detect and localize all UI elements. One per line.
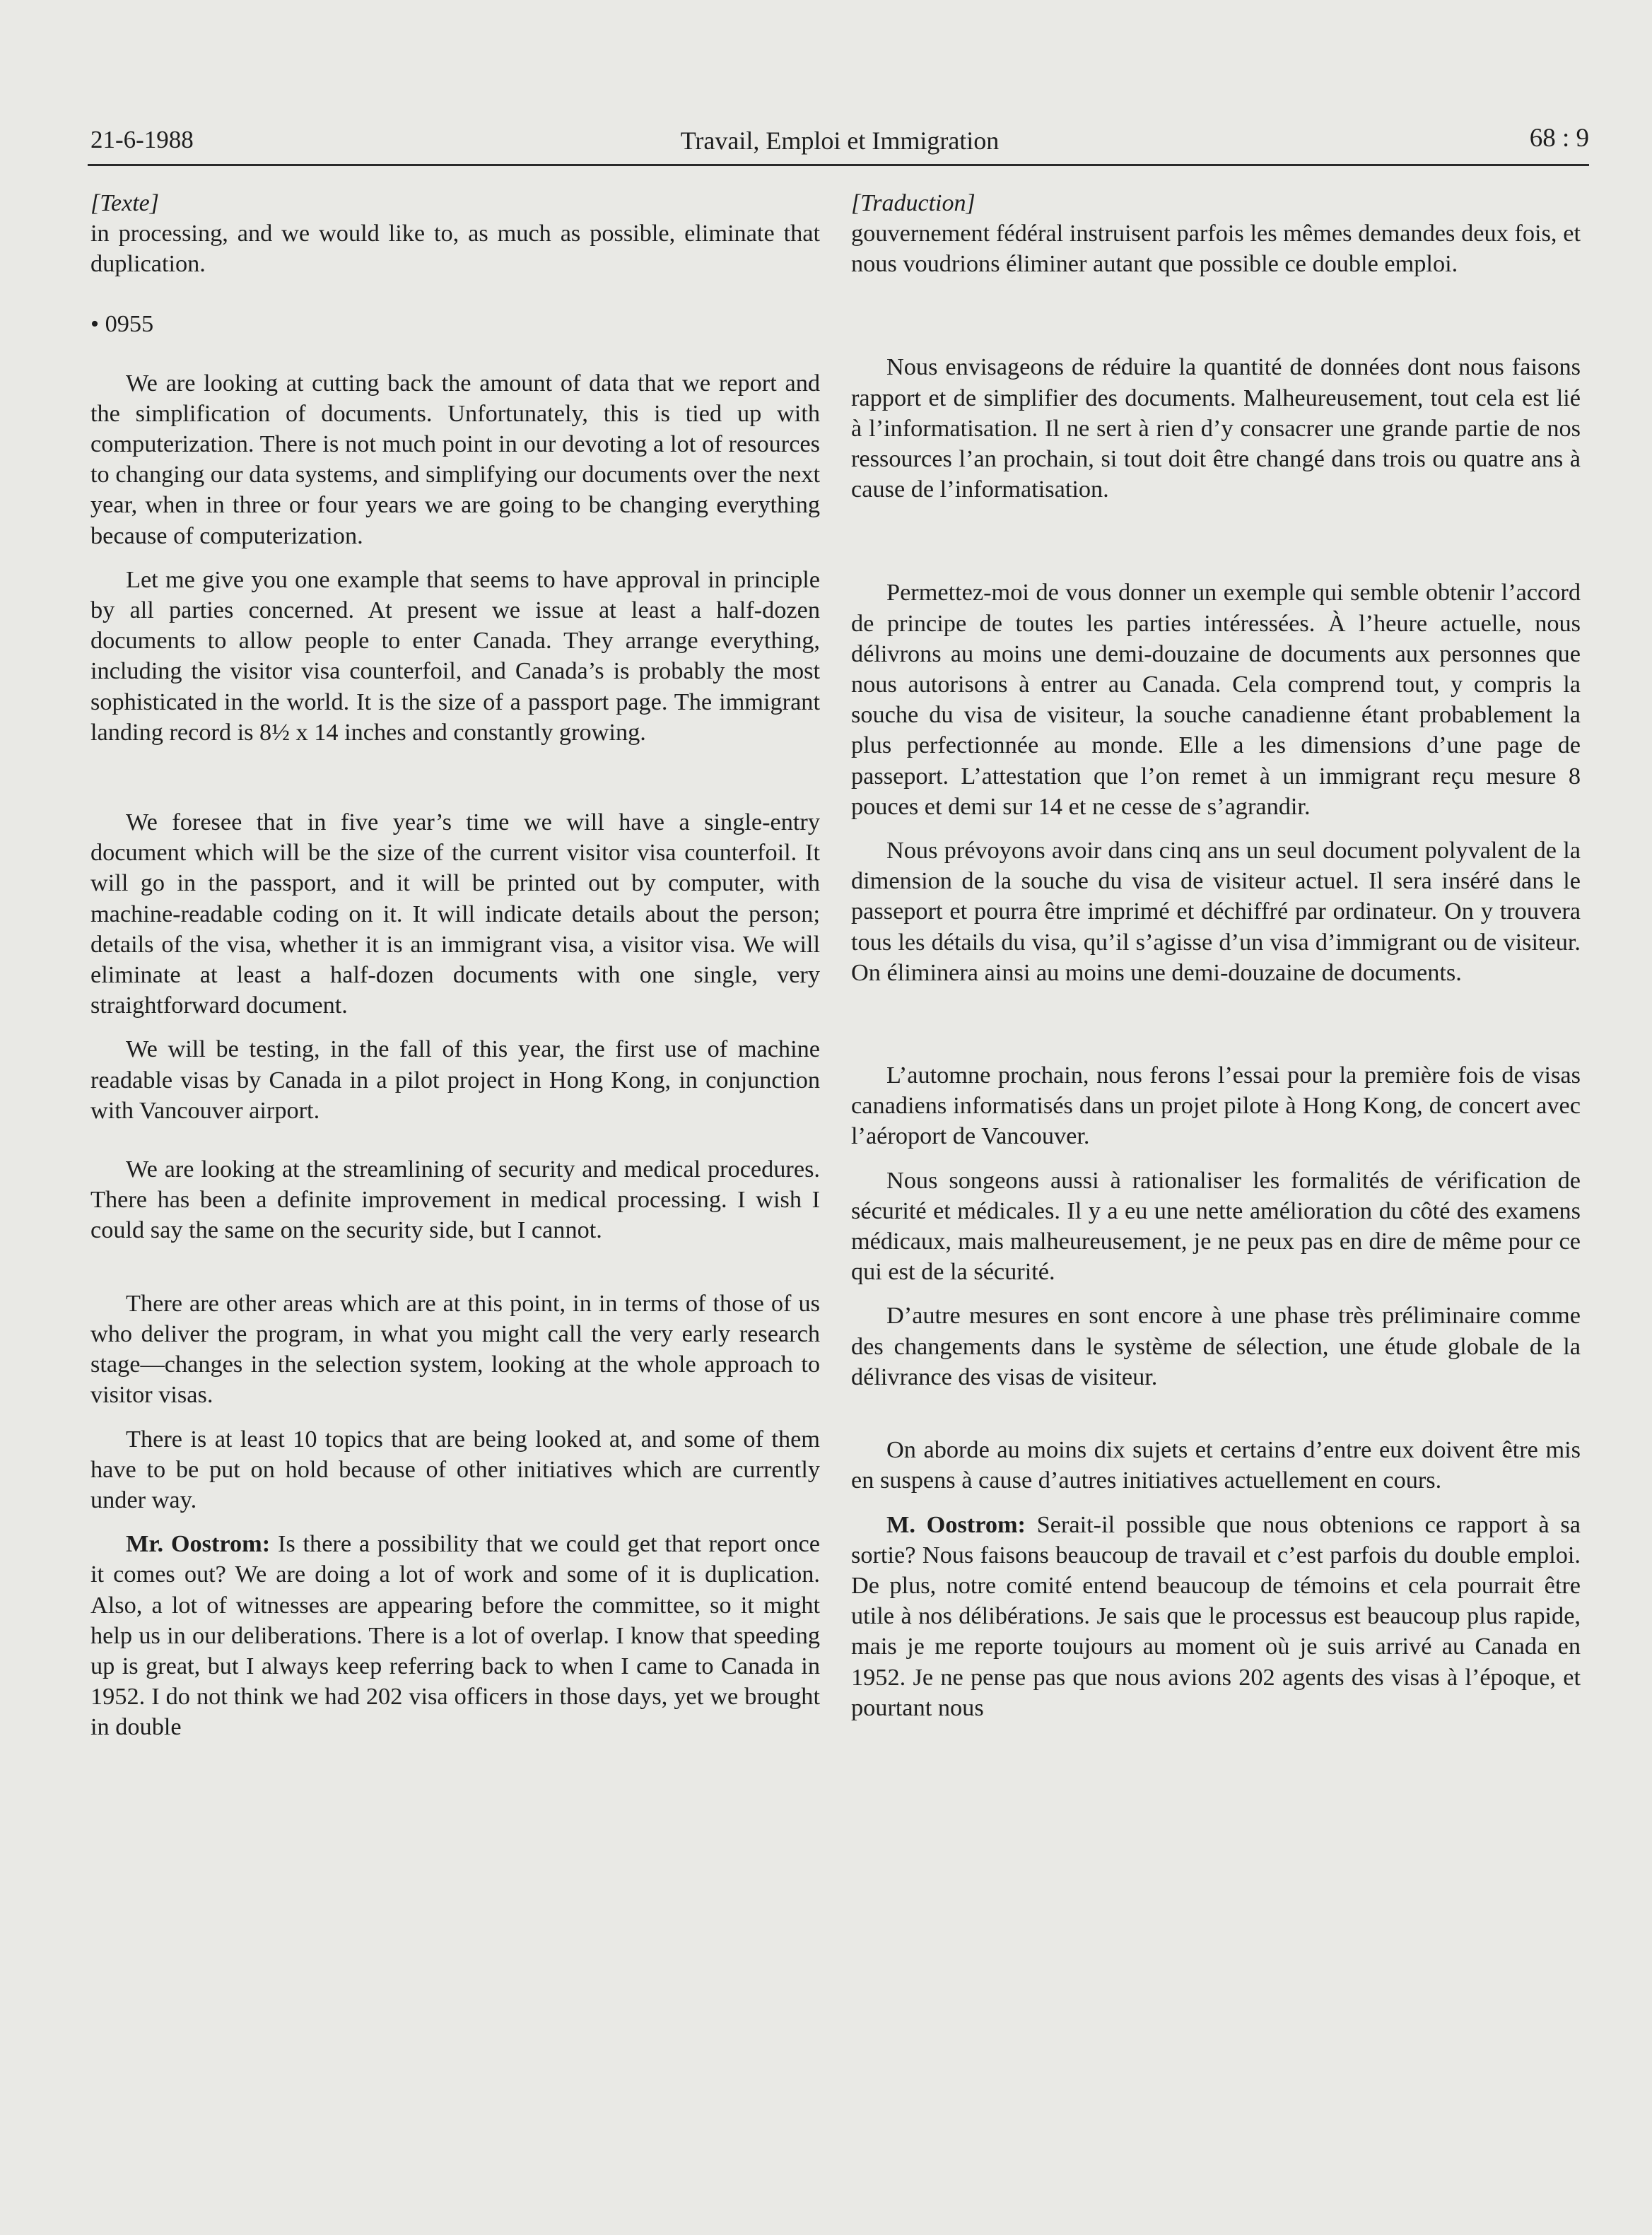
- paragraph: in processing, and we would like to, as much as possible, eliminate that duplication.: [90, 220, 820, 278]
- paragraph: We will be testing, in the fall of this year, the first use of machine readable visas by Canada in a pilot project in Hong Kong, in conjunction with Vancouver airport.: [90, 1036, 820, 1124]
- paragraph: Nous songeons aussi à rationaliser les formalités de vérification de sécurité et médicales. Il y a eu une nette amélioration du côté des examens médicaux, mais malheureusement, je ne peux pas en dire de même pour ce qui est de la sécurité.: [851, 1166, 1581, 1286]
- paragraph: We are looking at cutting back the amount of data that we report and the simplification of documents. Unfortunately, this is tied up with computerization. There is not much point in our devoting a lot of resources to changing our data systems, and simplifying our documents over the next year, when in three or four years we are going to be changing everything because of computerization.: [90, 369, 820, 549]
- paragraph: There are other areas which are at this point, in in terms of those of us who deliver the program, in what you might call the very early research stage—changes in the selection system, looking at the whole approach to visitor visas.: [90, 1289, 820, 1409]
- paragraph: D’autre mesures en sont encore à une phase très préliminaire comme des changements dans le système de sélection, une étude globale de la délivrance des visas de visiteur.: [851, 1302, 1581, 1390]
- english-column: [90, 188, 820, 1743]
- language-label-text: Traduction: [860, 190, 966, 216]
- page-header: [90, 126, 1589, 163]
- paragraph: Nous prévoyons avoir dans cinq ans un seul document polyvalent de la dimension de la souche du visa de visiteur actuel. Il sera inséré dans le passeport et pourra être imprimé et déchiffré par ordinateur. On y trouvera tous les détails du visa, qu’il s’agisse d’un visa d’immigrant ou de visiteur. On éliminera ainsi au moins une demi-douzaine de documents.: [851, 837, 1581, 986]
- language-label-english: [Texte]: [90, 190, 159, 216]
- header-rule: [88, 164, 1589, 166]
- paragraph: We foresee that in five year’s time we will have a single-entry document which will be the size of the current visitor visa counterfoil. It will go in the passport, and it will be printed out by computer, with machine-readable coding on it. It will indicate details about the person; details of the visa, whether it is an immigrant visa, a visitor visa. We will eliminate at least a half-dozen documents with one single, very straightforward document.: [90, 809, 820, 1019]
- speaker-paragraph: [851, 1510, 1581, 1723]
- timestamp: • 0955: [90, 310, 154, 338]
- speaker-name: Mr. Oostrom:: [126, 1530, 271, 1558]
- paragraph: Let me give you one example that seems to have approval in principle by all parties concerned. At present we issue at least a half-dozen documents to allow people to enter Canada. They arrange everything, including the visitor visa counterfoil, and Canada’s is probably the most sophisticated in the world. It is the size of a passport page. The immigrant landing record is 8½ x 14 inches and constantly growing.: [90, 565, 820, 746]
- header-date: 21-6-1988: [90, 126, 194, 153]
- speaker-text: Is there a possibility that we could get that report once it comes out? We are doing a lot of work and some of it is duplication. Also, a lot of witnesses are appearing before the committee, so it might help us in our deliberations. There is a lot of overlap. I know that speeding up is great, but I always keep referring back to when I came to Canada in 1952. I do not think we had 202 visa officers in those days, yet we brought in double: [90, 1530, 820, 1741]
- speaker-text: Serait-il possible que nous obtenions ce rapport à sa sortie? Nous faisons beaucoup de travail et c’est parfois du double emploi. De plus, notre comité entend beaucoup de témoins et cela pourrait être utile à nos délibérations. Je sais que le processus est beaucoup plus rapide, mais je me reporte toujours au moment où je suis arrivé au Canada en 1952. Je ne pense pas que nous avions 202 agents des visas à l’époque, et pourtant nous: [851, 1510, 1581, 1721]
- paragraph: There is at least 10 topics that are being looked at, and some of them have to be put on hold because of other initiatives which are currently under way.: [90, 1425, 820, 1513]
- language-label-french: [Traduction]: [851, 190, 976, 216]
- paragraph: Permettez-moi de vous donner un exemple qui semble obtenir l’accord de principe de toutes les parties intéressées. À l’heure actuelle, nous délivrons au moins une demi-douzaine de documents aux personnes que nous autorisons à entrer au Canada. Cela comprend tout, y compris la souche du visa de visiteur, la souche canadienne étant probablement la plus perfectionnée au monde. Elle a les dimensions d’une page de passeport. L’attestation que l’on remet à un immigrant reçu mesure 8 pouces et demi sur 14 et ne cesse de s’agrandir.: [851, 579, 1581, 820]
- paragraph: We are looking at the streamlining of security and medical procedures. There has been a definite improvement in medical processing. I wish I could say the same on the security side, but I cannot.: [90, 1156, 820, 1244]
- paragraph: gouvernement fédéral instruisent parfois les mêmes demandes deux fois, et nous voudrions éliminer autant que possible ce double emploi.: [851, 220, 1581, 278]
- language-label-text: Texte: [100, 190, 150, 216]
- paragraph: On aborde au moins dix sujets et certains d’entre eux doivent être mis en suspens à cause d’autres initiatives actuellement en cours.: [851, 1436, 1581, 1494]
- paragraph: L’automne prochain, nous ferons l’essai pour la première fois de visas canadiens informatisés dans un projet pilote à Hong Kong, de concert avec l’aéroport de Vancouver.: [851, 1062, 1581, 1150]
- header-title: Travail, Emploi et Immigration: [680, 127, 1000, 155]
- header-page-number: 68 : 9: [1529, 124, 1589, 153]
- french-column: [851, 188, 1581, 1723]
- speaker-name: M. Oostrom:: [886, 1510, 1026, 1538]
- speaker-paragraph: [90, 1529, 820, 1742]
- paragraph: Nous envisageons de réduire la quantité de données dont nous faisons rapport et de simplifier des documents. Malheureusement, tout cela est lié à l’informatisation. Il ne sert à rien d’y consacrer une grande partie de nos ressources l’an prochain, si tout doit être changé dans trois ou quatre ans à cause de l’informatisation.: [851, 353, 1581, 503]
